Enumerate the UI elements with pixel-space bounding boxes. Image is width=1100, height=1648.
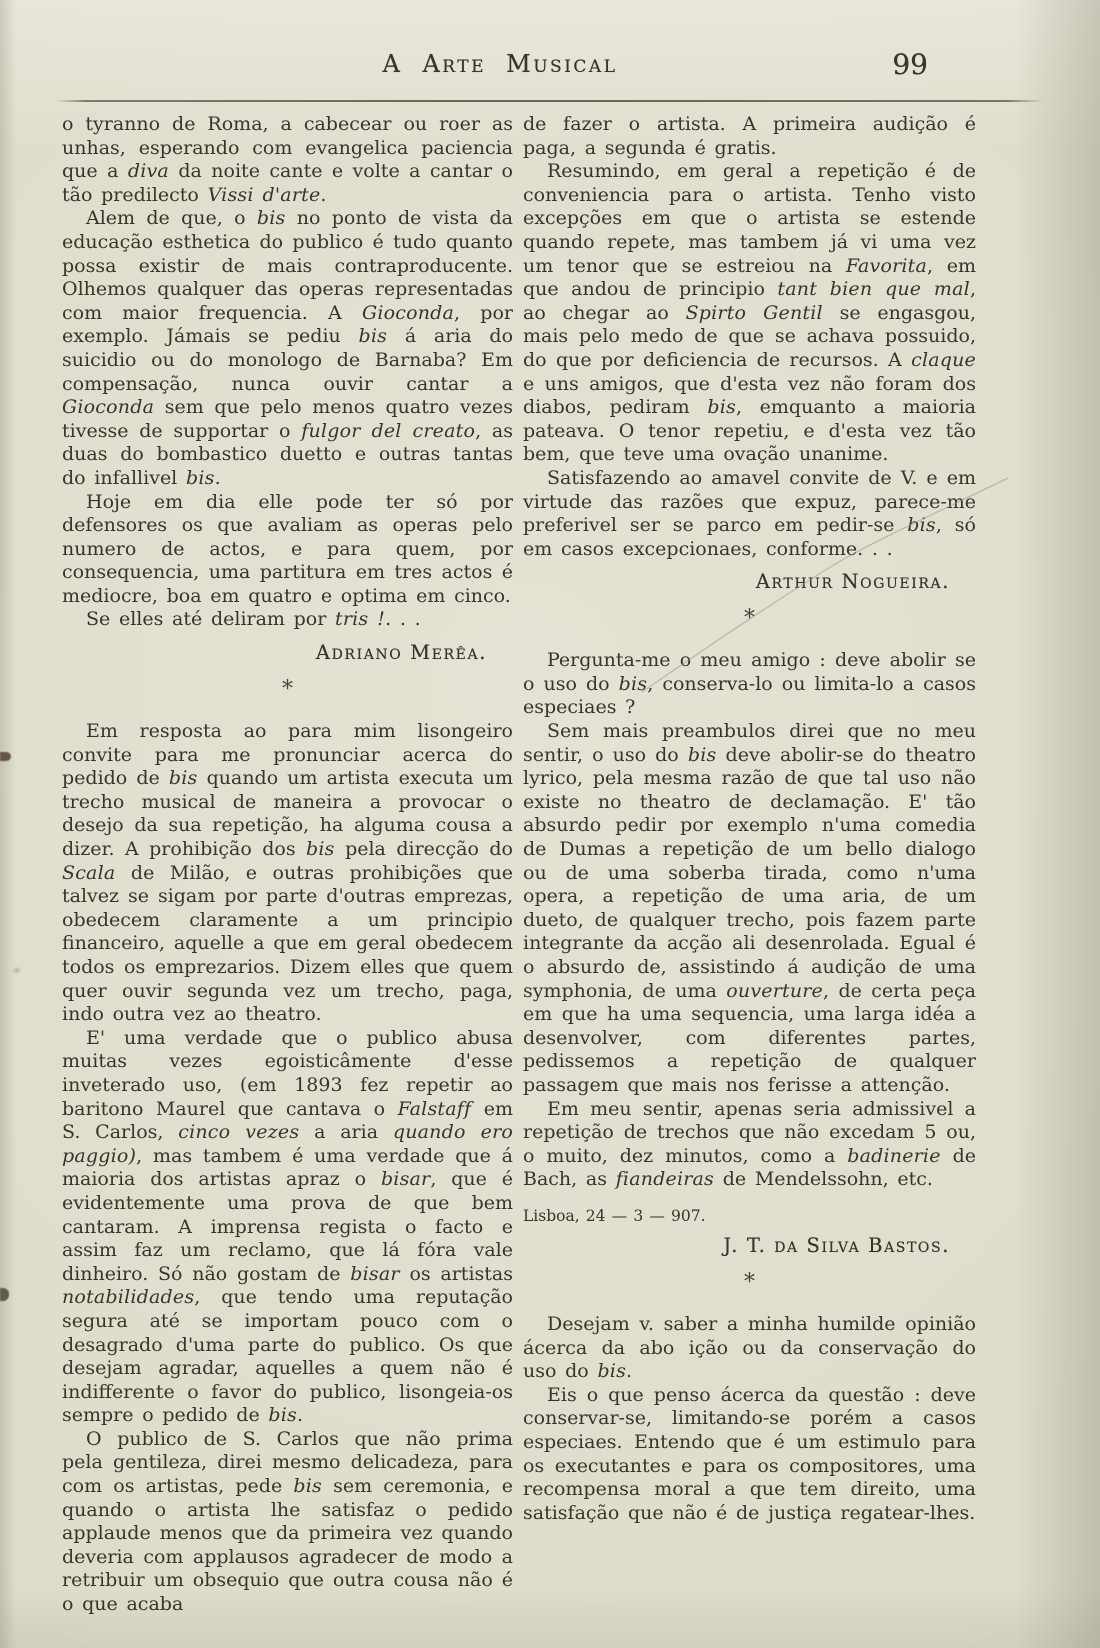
right-column (523, 113, 976, 1525)
text: . . . (385, 608, 421, 631)
italic-text: bis (687, 743, 717, 766)
text: sem que pelo menos quatro vezes tivesse de supportar o (62, 396, 513, 442)
paragraph (523, 1313, 976, 1384)
text: de Mendelssohn, etc. (714, 1168, 933, 1191)
italic-text: bis (256, 207, 286, 230)
text: Em resposta ao para mim lisongeiro convite para me pronunciar acerca do pedido de (62, 720, 513, 790)
paragraph (62, 608, 513, 632)
italic-text: notabilidades (62, 1286, 195, 1309)
text: os artistas (399, 1262, 513, 1285)
text: , conserva-lo ou limita-lo a casos especiaes ? (523, 672, 976, 719)
text: de Bach, as (523, 1144, 977, 1191)
scan-speck (14, 968, 20, 973)
text: E' uma verdade que o publico abusa muitas vezes egoisticâmente d'esse inveterado uso, (em 1893 fez repetir ao baritono Maurel que cantava o (62, 1026, 513, 1120)
paragraph (523, 720, 976, 1098)
text: pela direcção do (334, 838, 513, 861)
italic-text: Gioconda (361, 301, 455, 324)
italic-text: Spirto Gentil (685, 301, 823, 324)
scan-edge-mark (0, 752, 11, 761)
page-header-title: A Arte Musical (382, 50, 618, 78)
paragraph (62, 113, 513, 207)
text: Eis o que penso ácerca da questão : deve conservar-se, limitando-se porém a casos especiaes. Entendo que é um estimulo para os executantes e para os compositores, uma recompensa moral a que tem direito, uma satisfação que não é de justiça regatear-lhes. (523, 1383, 976, 1524)
italic-text: bis (907, 514, 936, 537)
text: deve abolir-se do theatro lyrico, pela mesma razão de que tal uso não existe no theatro de declamação. E' tão absurdo pedir por exemplo n'uma comedia de Dumas a repetição de um bello dialogo ou de uma soberba tirada, como n'uma opera, a repetição de uma aria, de um dueto, de qualquer trecho, pois fazem parte integrante da acção ali desenrolada. Egual é o absurdo de, assistindo á audição de uma symphonia, de uma (523, 743, 976, 1002)
paragraph (62, 1027, 513, 1428)
section-separator-star: * (744, 1269, 755, 1295)
text: , em que andou de principio (523, 254, 977, 301)
text: Sem mais preambulos direi que no meu sentir, o uso do (523, 720, 976, 766)
text: , que tendo uma reputação segura até se importam pouco com o desagrado d'uma parte do publico. Os que desejam agradar, aquelles a quem não é indifferente o favor do publico, lisongeia-os sempre o pedido de (62, 1286, 513, 1427)
italic-text: ouverture (726, 979, 823, 1002)
italic-text: bis (618, 672, 648, 695)
paragraph (523, 160, 976, 467)
author-signature: Arthur Nogueira. (755, 570, 950, 594)
author-signature: Adriano Merêa. (315, 641, 487, 665)
paragraph (523, 467, 976, 561)
paragraph (523, 113, 976, 160)
text: . (297, 1404, 304, 1427)
text: , só em casos excepcionaes, conforme. . . (523, 514, 976, 560)
italic-text: bis (185, 466, 215, 489)
text: o tyranno de Roma, a cabecear ou roer as unhas, esperando com evangelica paciencia que a (62, 113, 513, 183)
italic-text: bis (707, 396, 736, 419)
italic-text: bisar (350, 1262, 400, 1285)
text: a aria (299, 1121, 393, 1144)
paragraph (62, 207, 513, 490)
text: . (320, 183, 327, 206)
text: de Milão, e outras prohibições que talvez se sigam por parte d'outras emprezas, obedecem claramente a um principio financeiro, aquelle a que em geral obedecem todos os emprezarios. Dizem elles que quem quer ouvir segunda vez um trecho, paga, indo outra vez ao theatro. (62, 861, 513, 1026)
text: no ponto de vista da educação esthetica do publico é tudo quanto possa existir de mais contraproducente. Olhemos qualquer das operas representadas com maior frequencia. A (62, 207, 514, 324)
text: Se elles até deliram por (86, 608, 336, 631)
text: em S. Carlos, (62, 1097, 513, 1144)
italic-text: quando ero paggio) (62, 1121, 513, 1167)
text: se engasgou, mais pelo medo de que se achava possuido, do que por deficiencia de recursos. A (523, 301, 976, 371)
paragraph (62, 1428, 513, 1617)
italic-text: Scala (62, 861, 116, 884)
italic-text: bisar (380, 1168, 431, 1191)
text: , que é evidentemente uma prova de que bem cantaram. A imprensa regista o facto e assim faz um reclamo, que lá fóra vale dinheiro. Só não gostam de (62, 1168, 513, 1285)
text: quando um artista executa um trecho musical de maneira a provocar o desejo da sua repetição, ha alguma cousa a dizer. A prohibição dos (62, 767, 513, 861)
paragraph (62, 720, 513, 1027)
text: da noite cante e volte a cantar o tão predilecto (62, 160, 513, 206)
paragraph (62, 491, 513, 609)
text: e uns amigos, que d'esta vez não foram dos diabos, pediram (523, 372, 976, 419)
italic-text: bis (597, 1360, 627, 1383)
text: Desejam v. saber a minha humilde opinião ácerca da abo ição ou da conservação do uso do (523, 1312, 976, 1383)
text: sem ceremonia, e quando o artista lhe satisfaz o pedido applaude menos que da primeira vez quando deveria com applausos agradecer de modo a retribuir um obsequio que outra cousa não é o que acaba (62, 1475, 513, 1616)
text: , por exemplo. Jámais se pediu (62, 301, 513, 348)
text: . (626, 1360, 633, 1383)
text: Alem de que, o (86, 207, 257, 230)
text: . (214, 466, 221, 489)
italic-text: tris ! (335, 608, 386, 631)
paragraph (523, 1098, 976, 1192)
text: Pergunta-me o meu amigo : deve abolir se o uso do (523, 649, 976, 695)
italic-text: cinco vezes (178, 1121, 300, 1144)
text: de fazer o artista. A primeira audição é paga, a segunda é gratis. (523, 113, 976, 159)
page-number: 99 (892, 48, 928, 81)
section-separator-star: * (282, 677, 293, 703)
italic-text: diva (127, 160, 169, 183)
italic-text: Vissi d'arte (207, 183, 321, 206)
author-signature: J. T. da Silva Bastos. (723, 1233, 950, 1257)
italic-text: fulgor del creato (301, 419, 476, 442)
text: O publico de S. Carlos que não prima pela gentileza, direi mesmo delicadeza, para com os artistas, pede (62, 1427, 513, 1498)
italic-text: Falstaff (397, 1097, 472, 1120)
italic-text: bis (306, 838, 335, 861)
dateline: Lisboa, 24 — 3 — 907. (523, 1206, 706, 1225)
italic-text: bis (293, 1475, 322, 1498)
italic-text: badinerie (847, 1144, 941, 1167)
italic-text: Favorita (845, 254, 928, 277)
text: , as duas do bombastico duetto e outras tantas do infallivel (62, 419, 514, 489)
text: á aria do suicidio ou do monologo de Barnaba? Em compensação, nunca ouvir cantar a (62, 325, 514, 395)
left-column (62, 113, 513, 1617)
italic-text: claque (911, 348, 976, 371)
header-rule (56, 100, 1044, 102)
section-separator-star: * (744, 606, 755, 632)
italic-text: fiandeiras (615, 1168, 715, 1191)
italic-text: Gioconda (62, 396, 155, 419)
text: , ao chegar ao (523, 278, 976, 324)
text: , mas tambem é uma verdade que á maioria dos artistas apraz o (62, 1144, 513, 1191)
italic-text: bis (268, 1404, 297, 1427)
text: Hoje em dia elle pode ter só por defensores os que avaliam as operas pelo numero de actos, e para quem, por consequencia, uma partitura em tres actos é mediocre, boa em quatro e optima em cinco. (62, 490, 513, 607)
paragraph (523, 649, 976, 720)
text: Resumindo, em geral a repetição é de conveniencia para o artista. Tenho visto excepções em que o artista se estende quando repete, mas tambem já vi uma vez um tenor que se estreiou na (523, 160, 976, 277)
scan-edge-mark (0, 1288, 9, 1301)
text: Em meu sentir, apenas seria admissivel a repetição de trechos que não excedam 5 ou, o muito, dez minutos, como a (523, 1097, 976, 1167)
text: Satisfazendo ao amavel convite de V. e em virtude das razões que expuz, parece-me preferivel ser se parco em pedir-se (523, 466, 976, 537)
text: , de certa peça em que ha uma sequencia, uma larga idéa a desenvolver, com diferentes partes, pedissemos a repetição de qualquer passagem que mais nos ferisse a attenção. (523, 979, 976, 1096)
text: , emquanto a maioria pateava. O tenor repetiu, e d'esta vez tão bem, que teve uma ovação unanime. (523, 396, 976, 466)
italic-text: bis (358, 325, 388, 348)
italic-text: tant bien que mal (777, 278, 970, 301)
italic-text: bis (168, 767, 198, 790)
paragraph (523, 1384, 976, 1526)
